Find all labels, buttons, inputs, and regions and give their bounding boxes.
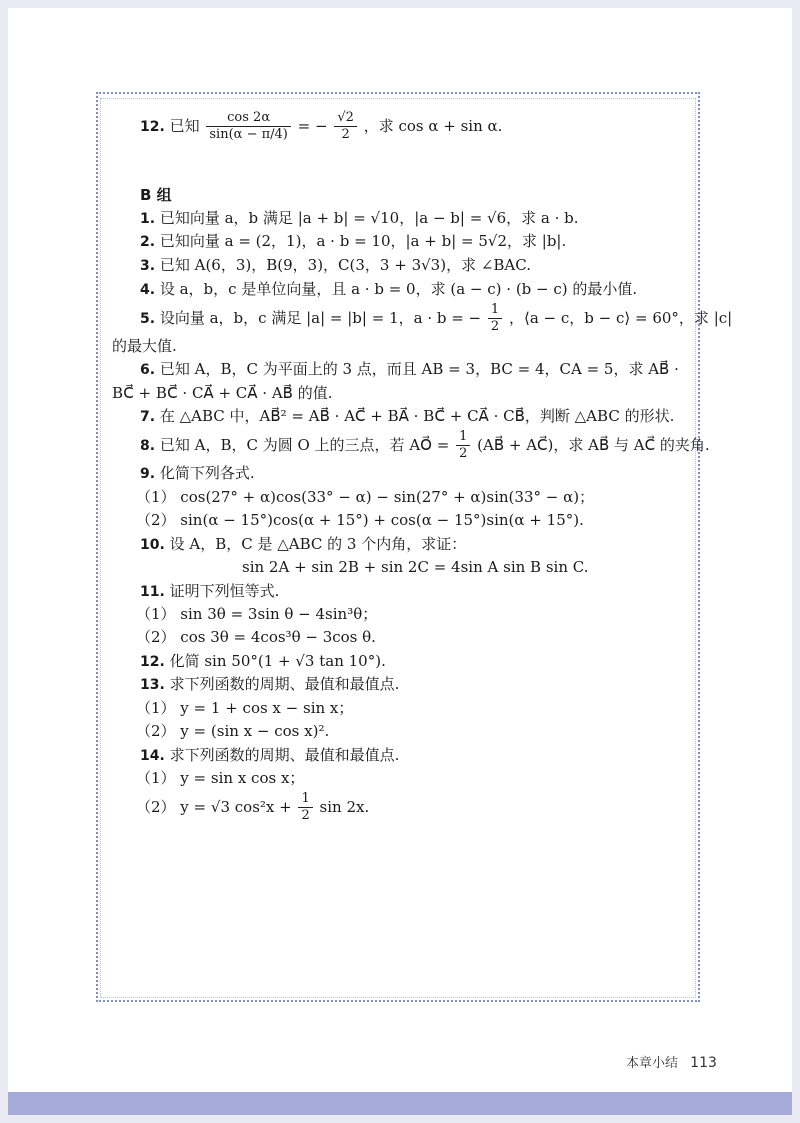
- fraction: $\frac{1}{2}$: [298, 791, 312, 825]
- exercise-b3: 3. 已知 A(6，3)，B(9，3)，C(3，3 + 3√3)，求 ∠BAC.: [140, 256, 531, 275]
- exercise-b11: 11. 证明下列恒等式.: [140, 581, 280, 600]
- fraction: $\frac{√2}{2}$: [334, 110, 357, 144]
- exercise-b14-part1: （1） y = sin x cos x；: [136, 769, 305, 788]
- bottom-band: [8, 1092, 792, 1115]
- exercise-b10-equation: sin 2A + sin 2B + sin 2C = 4sin A sin B sin C.: [242, 558, 589, 577]
- exercise-content: [112, 110, 733, 824]
- exercise-b12: 12. 化简 sin 50°(1 + √3 tan 10°).: [140, 651, 386, 670]
- page-footer: [626, 1052, 717, 1071]
- exercise-b11-part2: （2） cos 3θ = 4cos³θ − 3cos θ.: [136, 628, 376, 647]
- exercise-b4: 4. 设 a，b，c 是单位向量，且 a · b = 0，求 (a − c) · (b − c) 的最小值.: [140, 279, 638, 298]
- group-heading: B 组: [140, 185, 172, 204]
- chapter-summary-label: 本章小结: [626, 1056, 679, 1071]
- exercise-b13-part1: （1） y = 1 + cos x − sin x；: [136, 699, 354, 718]
- exercise-b13: 13. 求下列函数的周期、最值和最值点.: [140, 675, 400, 694]
- exercise-b6: 6. 已知 A，B，C 为平面上的 3 点，而且 AB = 3，BC = 4，CA = 5，求 AB⃗ ·: [140, 360, 679, 379]
- exercise-b11-part1: （1） sin 3θ = 3sin θ − 4sin³θ；: [136, 605, 378, 624]
- exercise-b2: 2. 已知向量 a = (2，1)，a · b = 10，|a + b| = 5√2，求 |b|.: [140, 232, 567, 251]
- exercise-b14-part2: （2） y = √3 cos²x + $\frac{1}{2}$ sin 2x.: [136, 790, 370, 823]
- exercise-a12: 12. 已知 $\frac{\cos 2\alpha}{\sin(\alpha - \pi/4)}$ = − $\frac{√2}{2}$ ，求 cos α + sin α.: [140, 110, 503, 143]
- exercise-b8: 8. 已知 A，B，C 为圆 O 上的三点，若 AO⃗ = $\frac{1}{2}$ (AB⃗ + AC⃗)，求 AB⃗ 与 AC⃗ 的夹角.: [140, 428, 710, 462]
- exercise-b5: 5. 设向量 a，b，c 满足 |a| = |b| = 1，a · b = − $\frac{1}{2}$ ，⟨a − c，b − c⟩ = 60°，求 |c|: [140, 301, 733, 334]
- fraction: $\frac{1}{2}$: [456, 429, 470, 463]
- exercise-b9-part1: （1） cos(27° + α)cos(33° − α) − sin(27° + α)sin(33° − α)；: [136, 488, 595, 507]
- fraction: $\frac{\cos 2\alpha}{\sin(\alpha - \pi/4)}$: [206, 110, 290, 144]
- exercise-b9: 9. 化简下列各式.: [140, 464, 255, 483]
- page-number: 113: [690, 1055, 717, 1071]
- exercise-b5-continued: 的最大值.: [112, 337, 177, 355]
- exercise-b6-continued: BC⃗ + BC⃗ · CA⃗ + CA⃗ · AB⃗ 的值.: [112, 383, 333, 402]
- exercise-b7: 7. 在 △ABC 中，AB⃗² = AB⃗ · AC⃗ + BA⃗ · BC⃗ + CA⃗ · CB⃗，判断 △ABC 的形状.: [140, 407, 675, 426]
- exercise-b1: 1. 已知向量 a，b 满足 |a + b| = √10，|a − b| = √6，求 a · b.: [140, 208, 579, 227]
- exercise-b10: 10. 设 A，B，C 是 △ABC 的 3 个内角，求证：: [140, 534, 467, 553]
- exercise-b13-part2: （2） y = (sin x − cos x)².: [136, 722, 330, 741]
- exercise-b9-part2: （2） sin(α − 15°)cos(α + 15°) + cos(α − 15°)sin(α + 15°).: [136, 511, 584, 530]
- fraction: $\frac{1}{2}$: [488, 302, 502, 336]
- exercise-b14: 14. 求下列函数的周期、最值和最值点.: [140, 745, 400, 764]
